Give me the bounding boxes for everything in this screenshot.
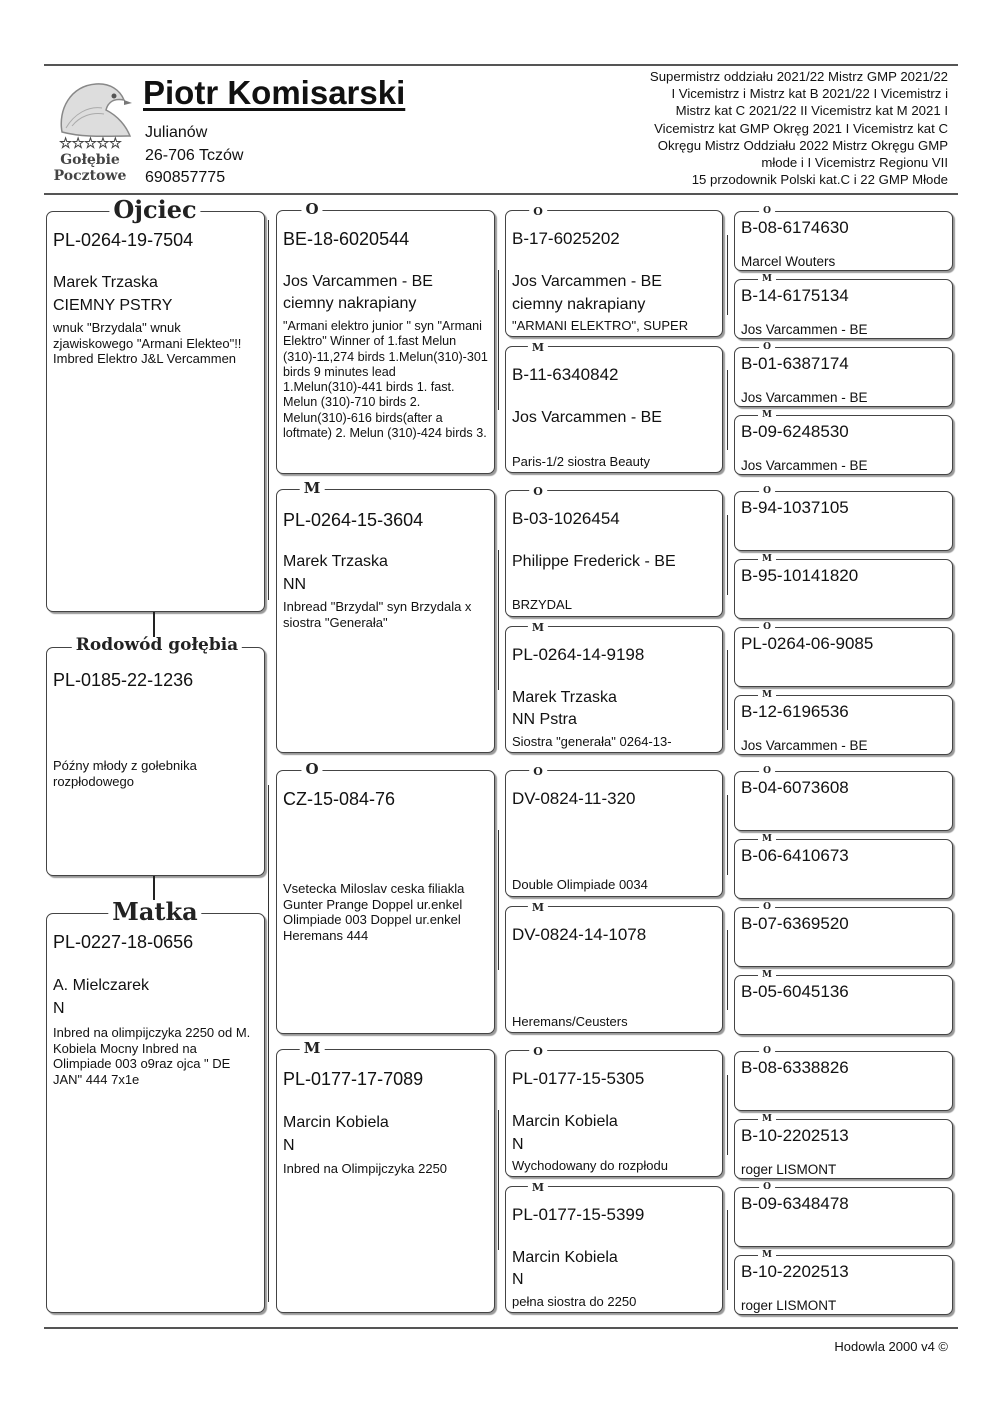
col4-bracket: [727, 515, 728, 595]
female-marker: M: [300, 481, 325, 496]
owner: Jos Varcammen - BE: [741, 390, 868, 405]
ring-number: BE-18-6020544: [283, 229, 410, 249]
ancestor-card-9[interactable]: [734, 771, 953, 831]
female-marker: M: [528, 622, 548, 633]
col4-bracket: [727, 235, 728, 315]
male-marker: O: [759, 1183, 775, 1192]
ancestor-card-7[interactable]: [734, 627, 953, 687]
father-owner: Marek Trzaska: [53, 274, 158, 291]
description: "Armani elektro junior " syn "Armani Elektro" Winner of 1.fast Melun (310)-11,274 birds 1.Melun(310)-301 birds 9 minutes lead 1.Melun(310)-441 birds 1. fast. Melun (310)-710 birds 2. Melun(310)-616 birds(after a loftmate) 2. Melun (310)-424 birds 3.: [283, 319, 488, 441]
father-label: Ojciec: [109, 198, 200, 222]
ancestor-card-4[interactable]: [734, 415, 953, 475]
female-marker: M: [758, 691, 776, 700]
color: N: [283, 1137, 295, 1154]
ring-number: B-01-6387174: [741, 354, 849, 373]
ring-number: B-05-6045136: [741, 982, 849, 1001]
mother-card[interactable]: [46, 913, 265, 1313]
description: Paris-1/2 siostra Beauty: [512, 454, 651, 469]
male-marker: O: [759, 207, 775, 216]
description: Inbread "Brzydal" syn Brzydala x siostra "Generała": [283, 599, 472, 630]
achievement-line: Vicemistrz kat GMP Okręg 2021 I Vicemistrz kat C: [654, 120, 948, 136]
description: Vsetecka Miloslav ceska filiakla Gunter Prange Doppel ur.enkel Olimpiade 003 Doppel ur.enkel Heremans 444: [283, 881, 465, 943]
col4-bracket: [727, 370, 728, 450]
ancestor-card-1[interactable]: [734, 211, 953, 271]
female-marker: M: [758, 835, 776, 844]
grandparent-card-3[interactable]: [276, 770, 495, 1034]
female-marker: M: [300, 1041, 325, 1056]
mother-label: Matka: [108, 900, 201, 924]
owner: Jos Varcammen - BE: [512, 273, 662, 290]
female-marker: M: [758, 555, 776, 564]
col3-bracket: [498, 550, 499, 690]
owner: roger LISMONT: [741, 1298, 837, 1313]
ring-number: B-12-6196536: [741, 702, 849, 721]
ring-number: PL-0177-15-5305: [512, 1069, 645, 1088]
female-marker: M: [528, 902, 548, 913]
female-marker: M: [758, 971, 776, 980]
grandparent-card-4[interactable]: [276, 1049, 495, 1313]
description: pełna siostra do 2250: [512, 1294, 637, 1309]
achievements-block: [568, 68, 948, 188]
male-marker: O: [759, 767, 775, 776]
ancestor-card-14[interactable]: [734, 1119, 953, 1179]
ring-number: B-08-6338826: [741, 1058, 849, 1077]
owner: Jos Varcammen - BE: [283, 273, 433, 290]
achievement-line: Supermistrz oddziału 2021/22 Mistrz GMP 2021/22: [649, 69, 948, 84]
male-marker: O: [301, 762, 322, 777]
footer-rule: [44, 1327, 958, 1329]
male-marker: O: [759, 1047, 775, 1056]
ring-number: B-14-6175134: [741, 286, 849, 305]
male-marker: O: [759, 903, 775, 912]
color: ciemny nakrapiany: [512, 296, 646, 313]
ancestor-card-10[interactable]: [734, 839, 953, 899]
male-marker: O: [759, 343, 775, 352]
col4-bracket: [727, 930, 728, 1010]
great-grandparent-card-5[interactable]: [505, 770, 723, 897]
ring-number: B-09-6348478: [741, 1194, 849, 1213]
ring-number: PL-0264-14-9198: [512, 645, 645, 664]
ring-number: B-10-2202513: [741, 1126, 849, 1145]
female-marker: M: [758, 275, 776, 284]
owner: Jos Varcammen - BE: [512, 409, 662, 426]
col2-bracket-top: [268, 220, 269, 600]
logo-stars: ☆☆☆☆☆: [58, 134, 122, 152]
logo-line-1: Gołębie: [60, 152, 120, 168]
description: BRZYDAL: [512, 597, 572, 612]
ring-number: B-06-6410673: [741, 846, 849, 865]
ancestor-card-6[interactable]: [734, 559, 953, 619]
male-marker: O: [529, 206, 547, 217]
ancestor-card-16[interactable]: [734, 1255, 953, 1315]
top-rule: [44, 64, 958, 66]
owner: Marcin Kobiela: [512, 1249, 618, 1266]
ring-number: B-17-6025202: [512, 229, 620, 248]
achievement-line: I Vicemistrz i Mistrz kat B 2021/22 I Vicemistrz i: [671, 86, 948, 102]
col3-bracket: [498, 270, 499, 410]
pigeon-card[interactable]: [46, 647, 265, 876]
description: Heremans/Ceusters: [512, 1014, 628, 1029]
owner: Jos Varcammen - BE: [741, 738, 868, 753]
ancestor-card-13[interactable]: [734, 1051, 953, 1111]
owner: Jos Varcammen - BE: [741, 458, 868, 473]
mother-ring: PL-0227-18-0656: [53, 932, 194, 952]
father-description: wnuk "Brzydala" wnuk zjawiskowego "Armani Elekteo"!! Imbred Elektro J&L Vercammen: [53, 320, 242, 366]
mother-description: Inbred na olimpijczyka 2250 od M. Kobiela Mocny Inbred na Olimpiade 003 o9raz ojca " DE JAN" 444 7x1e: [53, 1025, 251, 1087]
ancestor-card-2[interactable]: [734, 279, 953, 339]
description: Inbred na Olimpijczyka 2250: [283, 1161, 448, 1176]
col3-bracket: [498, 830, 499, 970]
col2-bracket-bottom: [268, 785, 269, 1302]
owner: Marcin Kobiela: [512, 1113, 618, 1130]
owner: Marek Trzaska: [283, 553, 388, 570]
great-grandparent-card-6[interactable]: [505, 906, 723, 1033]
logo-line-2: Pocztowe: [53, 168, 127, 184]
col4-bracket: [727, 795, 728, 875]
achievement-line: Mistrz kat C 2021/22 II Vicemistrz kat M 2021 I: [675, 103, 948, 119]
great-grandparent-card-8[interactable]: [505, 1186, 723, 1313]
ring-number: B-07-6369520: [741, 914, 849, 933]
grandparent-card-2[interactable]: [276, 489, 495, 753]
father-ring: PL-0264-19-7504: [53, 230, 194, 250]
ancestor-card-15[interactable]: [734, 1187, 953, 1247]
description: Double Olimpiade 0034: [512, 877, 648, 892]
ring-number: DV-0824-11-320: [512, 789, 636, 808]
great-grandparent-card-3[interactable]: [505, 490, 723, 617]
col4-bracket: [727, 650, 728, 730]
color: ciemny nakrapiany: [283, 295, 417, 312]
col4-bracket: [727, 1075, 728, 1155]
ring-number: CZ-15-084-76: [283, 789, 396, 809]
address-line-1: Julianów: [145, 124, 208, 141]
owner: Marek Trzaska: [512, 689, 617, 706]
father-color: CIEMNY PSTRY: [53, 297, 173, 314]
pigeon-ring: PL-0185-22-1236: [53, 670, 194, 690]
color: N: [512, 1271, 524, 1288]
ancestor-card-5[interactable]: [734, 491, 953, 551]
owner: Philippe Frederick - BE: [512, 553, 676, 570]
mother-color: N: [53, 1000, 65, 1017]
achievement-line: młode i I Vicemistrz Regionu VII: [761, 155, 948, 171]
male-marker: O: [529, 766, 547, 777]
ring-number: DV-0824-14-1078: [512, 925, 647, 944]
grandparent-card-1[interactable]: [276, 210, 495, 474]
owner: roger LISMONT: [741, 1162, 837, 1177]
ring-number: PL-0177-17-7089: [283, 1069, 424, 1089]
female-marker: M: [528, 342, 548, 353]
female-marker: M: [758, 1251, 776, 1260]
ring-number: B-08-6174630: [741, 218, 849, 237]
ancestor-card-12[interactable]: [734, 975, 953, 1035]
color: NN Pstra: [512, 711, 577, 728]
ancestor-card-3[interactable]: [734, 347, 953, 407]
ring-number: PL-0264-15-3604: [283, 510, 424, 530]
great-grandparent-card-4[interactable]: [505, 626, 723, 753]
description: Siostra "generała" 0264-13-: [512, 734, 672, 749]
owner: Marcel Wouters: [741, 254, 836, 269]
male-marker: O: [529, 486, 547, 497]
female-marker: M: [528, 1182, 548, 1193]
pedigree-label: Rodowód gołębia: [72, 637, 242, 654]
great-grandparent-card-1[interactable]: [505, 210, 723, 337]
pigeon-description: Późny młody z gołebnika rozpłodowego: [53, 758, 197, 789]
col4-bracket: [727, 1210, 728, 1290]
ring-number: B-11-6340842: [512, 365, 619, 384]
col3-bracket: [498, 1110, 499, 1250]
ring-number: PL-0264-06-9085: [741, 634, 874, 653]
address-line-3: 690857775: [145, 169, 226, 186]
male-marker: O: [301, 202, 322, 217]
great-grandparent-card-7[interactable]: [505, 1050, 723, 1177]
father-card[interactable]: [46, 211, 265, 612]
ring-number: B-10-2202513: [741, 1262, 849, 1281]
ancestor-card-8[interactable]: [734, 695, 953, 755]
ancestor-card-11[interactable]: [734, 907, 953, 967]
description: Wychodowany do rozpłodu: [512, 1158, 668, 1173]
ring-number: B-03-1026454: [512, 509, 620, 528]
ring-number: B-04-6073608: [741, 778, 849, 797]
mother-owner: A. Mielczarek: [53, 977, 150, 994]
female-marker: M: [758, 411, 776, 420]
ring-number: B-95-10141820: [741, 566, 859, 585]
address-line-2: 26-706 Tczów: [145, 147, 244, 164]
color: NN: [283, 576, 307, 593]
achievement-line: Okręgu Mistrz Oddziału 2022 Mistrz Okręgu GMP: [657, 137, 948, 153]
male-marker: O: [529, 1046, 547, 1057]
color: N: [512, 1136, 524, 1153]
great-grandparent-card-2[interactable]: [505, 346, 723, 473]
description: "ARMANI ELEKTRO", SUPER: [512, 318, 689, 333]
owner: Jos Varcammen - BE: [741, 322, 868, 337]
software-credit: Hodowla 2000 v4 ©: [834, 1339, 948, 1354]
male-marker: O: [759, 623, 775, 632]
ring-number: B-09-6248530: [741, 422, 849, 441]
ring-number: PL-0177-15-5399: [512, 1205, 645, 1224]
achievement-line: 15 przodownik Polski kat.C i 22 GMP Młode: [691, 172, 948, 188]
owner: Marcin Kobiela: [283, 1114, 389, 1131]
breeder-name: Piotr Komisarski: [143, 74, 406, 111]
ring-number: B-94-1037105: [741, 498, 849, 517]
female-marker: M: [758, 1115, 776, 1124]
male-marker: O: [759, 487, 775, 496]
